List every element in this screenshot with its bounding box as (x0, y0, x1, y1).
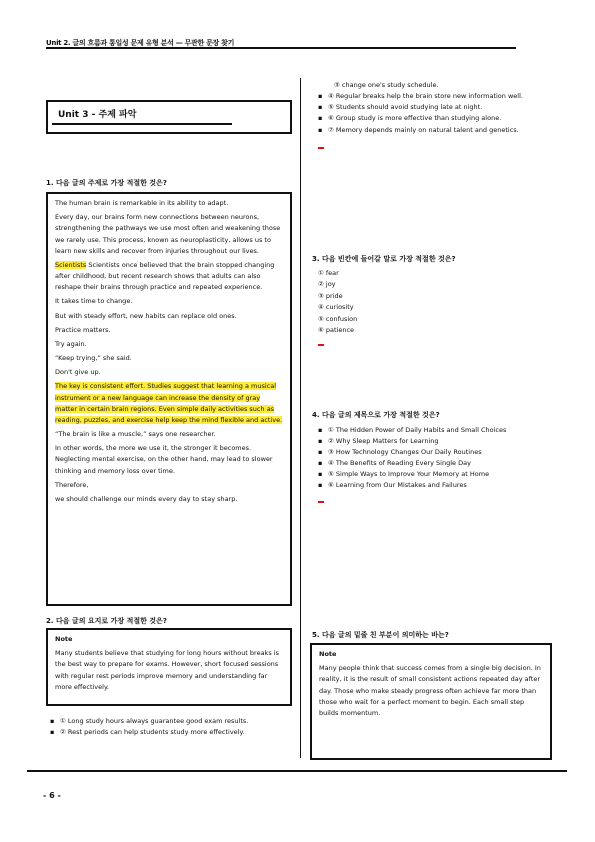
option-item: ▪ ⑤ Students should avoid studying late at night. (318, 102, 550, 113)
footer-rule (27, 770, 567, 772)
option-item: ① fear (318, 269, 339, 277)
passage-line: Scientists Scientists once believed that the brain stopped changing after childhood, but recent research shows that adults can also reshape their brains through practice and repeated experience. (55, 260, 275, 292)
passage-line: But with steady effort, new habits can replace old ones. (55, 311, 237, 320)
passage-line (55, 381, 283, 426)
answer-mark (318, 339, 518, 350)
option-item: ▪ ④ Regular breaks help the brain store new information well. (318, 91, 550, 102)
option-item: ▪ ① Long study hours always guarantee good exam results. (50, 716, 290, 727)
highlight: The key is consistent effort. Studies suggest that learning a musical instrument or a new language can increase the density of gray matter in certain brain regions. Even simple daily activities such as reading, puzzles, and exercise help keep the mind flexible and active. (55, 382, 283, 424)
passage-line: Practice matters. (55, 325, 111, 334)
option-item: ▪ ① The Hidden Power of Daily Habits and Small Choices (318, 425, 550, 436)
option-item: ② joy (318, 280, 336, 289)
option-item: ▪ ⑥ Group study is more effective than studying alone. (318, 113, 550, 124)
header-rule (46, 47, 516, 49)
passage-line: The human brain is remarkable in its ability to adapt. (55, 199, 229, 207)
option-item: ▪ ② Why Sleep Matters for Learning (318, 436, 550, 447)
passage-line: It takes time to change. (55, 297, 133, 306)
option-item: ▪ ④ The Benefits of Reading Every Single Day (318, 458, 550, 469)
running-header: Unit 2. 글의 흐름과 통일성 문제 유형 분석 — 무관한 문장 찾기 (46, 39, 235, 47)
note-label: Note (319, 650, 337, 658)
right-top-options (318, 80, 550, 152)
note-label: Note (55, 635, 73, 643)
note-text: Many people think that success comes from a single big decision. In reality, it is the result of small consistent actions repeated day after day. Those who make steady progress often achieve far more than those who wait for a perfect moment to begin. Each small step builds momentum. (319, 664, 541, 717)
passage-line: “Keep trying,” she said. (55, 354, 132, 363)
answer-mark (318, 496, 550, 507)
option-item: ④ curiosity (318, 303, 354, 312)
option-item: ▪ ② Rest periods can help students study more effectively. (50, 727, 290, 738)
page-number: - 6 - (43, 791, 61, 800)
option-item: ▪ ⑦ Memory depends mainly on natural talent and genetics. (318, 125, 550, 136)
column-divider (300, 78, 301, 758)
option-item: ▪ ③ How Technology Changes Our Daily Routines (318, 447, 550, 458)
question-3-label: 3. 다음 빈칸에 들어갈 말로 가장 적절한 것은? (312, 255, 456, 263)
option-continuation: ③ change one's study schedule. (334, 81, 439, 89)
note-box-2 (46, 628, 292, 706)
answer-mark (318, 142, 550, 153)
question-5-label: 5. 다음 글의 밑줄 친 부분이 의미하는 바는? (312, 631, 449, 639)
passage-line: “The brain is like a muscle,” says one researcher. (55, 430, 216, 439)
unit-title: Unit 3 - 주제 파악 (52, 107, 232, 125)
note-text: Many students believe that studying for long hours without breaks is the best way to prepare for exams. However, short focused sessions with regular rest periods improve memory and understanding far more effectively. (55, 649, 279, 691)
passage-box (46, 192, 292, 606)
option-item: ▪ ⑤ Simple Ways to Improve Your Memory at Home (318, 469, 550, 480)
answer-options-2 (50, 716, 290, 738)
passage-line: Therefore, (55, 480, 89, 489)
highlight: Scientists (55, 260, 87, 269)
note-box-5 (310, 643, 552, 760)
question-2-label: 2. 다음 글의 요지로 가장 적절한 것은? (46, 617, 167, 625)
passage-line: Try again. (55, 339, 87, 348)
answer-options-3 (318, 268, 518, 350)
option-item: ③ pride (318, 291, 343, 300)
passage-line: In other words, the more we use it, the stronger it becomes. Neglecting mental exercise, on the other hand, may lead to slower thinking and memory loss over time. (55, 444, 273, 475)
passage-line: we should challenge our minds every day to stay sharp. (55, 494, 238, 503)
answer-options-4 (318, 425, 550, 507)
option-item: ⑤ confusion (318, 314, 358, 323)
unit-title-box (46, 100, 292, 134)
question-4-label: 4. 다음 글의 제목으로 가장 적절한 것은? (312, 411, 440, 419)
option-item: ⑥ patience (318, 325, 355, 334)
passage-line: Don't give up. (55, 368, 101, 377)
passage-line: Every day, our brains form new connections between neurons, strengthening the pathways we use most often and weakening those we rarely use. This process, known as neuroplasticity, allows us to learn new skills and recover from injuries throughout our lives. (55, 213, 281, 255)
question-1-label: 1. 다음 글의 주제로 가장 적절한 것은? (46, 179, 167, 187)
option-item: ▪ ⑥ Learning from Our Mistakes and Failures (318, 480, 550, 491)
